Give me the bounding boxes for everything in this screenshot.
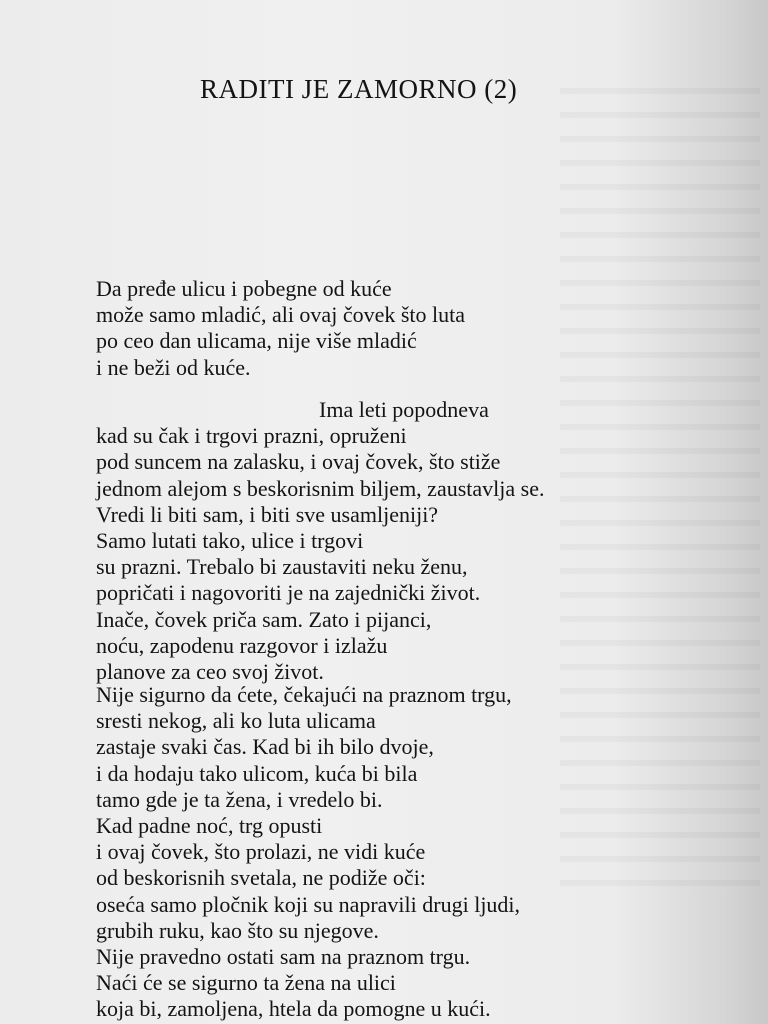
poem-line: pod suncem na zalasku, i ovaj čovek, što stiže <box>96 449 501 475</box>
poem-title: RADITI JE ZAMORNO (2) <box>200 74 518 104</box>
stanza-2 <box>96 397 736 685</box>
poem-line: noću, zapodenu razgovor i izlažu <box>96 632 388 658</box>
poem-line: Nije sigurno da ćete, čekajući na praznom trgu, <box>96 682 512 707</box>
poem-line: i da hodaju tako ulicom, kuća bi bila <box>96 760 418 786</box>
poem-line: može samo mladić, ali ovaj čovek što luta <box>96 302 466 328</box>
poem-line: Ima leti popodneva <box>319 397 489 422</box>
stanza-3 <box>96 682 736 1023</box>
poem-line: grubih ruku, kao što su njegove. <box>96 917 379 943</box>
poem-line: od beskorisnih svetala, ne podiže oči: <box>96 865 426 891</box>
poem-line: Nije pravedno ostati sam na praznom trgu. <box>96 944 471 970</box>
poem-line: Kad padne noć, trg opusti <box>96 813 323 839</box>
poem-line: kad su čak i trgovi prazni, opruženi <box>96 423 407 449</box>
poem-line: sresti nekog, ali ko luta ulicama <box>96 708 376 734</box>
poem-line: Vredi li biti sam, i biti sve usamljeniji? <box>96 501 439 527</box>
poem-line: su prazni. Trebalo bi zaustaviti neku ženu, <box>96 554 468 580</box>
poem-line: Samo lutati tako, ulice i trgovi <box>96 528 364 554</box>
poem-line: popričati i nagovoriti je na zajednički život. <box>96 580 481 606</box>
poem-line: i ovaj čovek, što prolazi, ne vidi kuće <box>96 839 426 865</box>
poem-line: koja bi, zamoljena, htela da pomogne u kući. <box>96 996 491 1022</box>
poem-line: i ne beži od kuće. <box>96 354 251 380</box>
poem-line: planove za ceo svoj život. <box>96 659 324 685</box>
poem-line: po ceo dan ulicama, nije više mladić <box>96 328 417 354</box>
poem-line: Inače, čovek priča sam. Zato i pijanci, <box>96 606 432 632</box>
poem-line: oseća samo pločnik koji su napravili drugi ljudi, <box>96 891 521 917</box>
poem-line: Da pređe ulicu i pobegne od kuće <box>96 276 392 301</box>
poem-line: Naći će se sigurno ta žena na ulici <box>96 970 396 996</box>
poem-line: jednom alejom s beskorisnim biljem, zaustavlja se. <box>96 475 545 501</box>
poem-line: tamo gde je ta žena, i vredelo bi. <box>96 786 383 812</box>
poem-line: zastaje svaki čas. Kad bi ih bilo dvoje, <box>96 734 434 760</box>
stanza-1 <box>96 276 736 381</box>
